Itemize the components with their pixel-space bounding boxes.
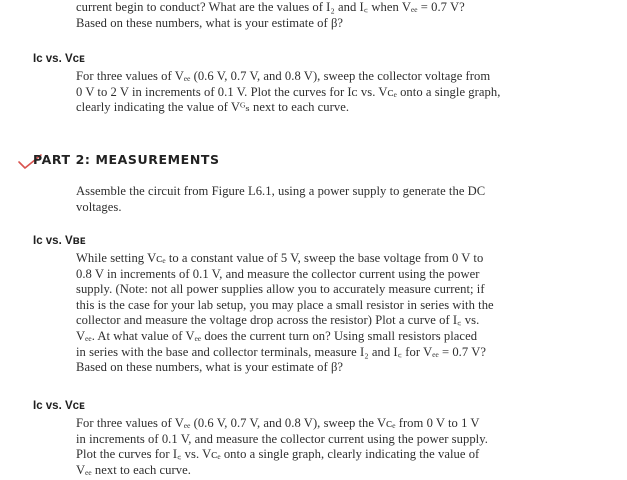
ic-vce-measure-line-2: in increments of 0.1 V, and measure the collector current using the power supply. (76, 431, 488, 446)
part-2-intro-paragraph (76, 184, 544, 215)
ic-vbe-line-3: supply. (Note: not all power supplies allow you to accurately measure current; if (76, 282, 485, 297)
ic-vbe-line-4: this is the case for your lab setup, you may place a small resistor in series with the (76, 297, 494, 312)
ic-vbe-line-8: Based on these numbers, what is your estimate of β? (76, 360, 344, 375)
part-2-intro-line-2: voltages. (76, 199, 122, 214)
ic-vce-prelab-line-2: 0 V to 2 V in increments of 0.1 V. Plot the curves for Iᴄ vs. Vᴄₑ onto a single graph, (76, 84, 501, 99)
ic-vs-vce-prelab-paragraph (76, 69, 544, 116)
ic-vce-measure-line-4: Vₑₑ next to each curve. (76, 462, 191, 477)
ic-vce-prelab-line-1: For three values of Vₑₑ (0.6 V, 0.7 V, and 0.8 V), sweep the collector voltage from (76, 69, 491, 83)
ic-vbe-line-2: 0.8 V in increments of 0.1 V, and measure the collector current using the power (76, 266, 480, 281)
heading-ic-vs-vce-measure: Iᴄ vs. Vᴄᴇ (33, 400, 85, 412)
intro-paragraph (76, 0, 544, 31)
ic-vbe-line-6: Vₑₑ. At what value of Vₑₑ does the current turn on? Using small resistors placed (76, 328, 478, 343)
ic-vce-prelab-line-3: clearly indicating the value of Vᴳₛ next to each curve. (76, 100, 350, 115)
ic-vbe-line-7: in series with the base and collector terminals, measure I₂ and I꜀ for Vₑₑ = 0.7 V? (76, 344, 486, 359)
heading-ic-vs-vbe: Iᴄ vs. Vʙᴇ (33, 235, 86, 247)
ic-vbe-line-1: While setting Vᴄₑ to a constant value of 5 V, sweep the base voltage from 0 V to (76, 251, 484, 265)
intro-line-1: current begin to conduct? What are the values of I₂ and I꜀ when Vₑₑ = 0.7 V? (76, 0, 465, 14)
ic-vs-vbe-paragraph (76, 251, 544, 376)
ic-vce-measure-line-3: Plot the curves for I꜀ vs. Vᴄₑ onto a single graph, clearly indicating the value of (76, 447, 480, 462)
ic-vbe-line-5: collector and measure the voltage drop across the resistor) Plot a curve of I꜀ vs. (76, 313, 480, 328)
ic-vce-measure-line-1: For three values of Vₑₑ (0.6 V, 0.7 V, and 0.8 V), sweep the Vᴄₑ from 0 V to 1 V (76, 416, 480, 430)
part-2-intro-line-1: Assemble the circuit from Figure L6.1, using a power supply to generate the DC (76, 184, 486, 198)
heading-ic-vs-vce-prelab: Iᴄ vs. Vᴄᴇ (33, 53, 85, 65)
part-2-title: PART 2: MEASUREMENTS (33, 152, 220, 167)
intro-line-2: Based on these numbers, what is your estimate of β? (76, 15, 344, 30)
ic-vs-vce-measure-paragraph (76, 416, 544, 478)
